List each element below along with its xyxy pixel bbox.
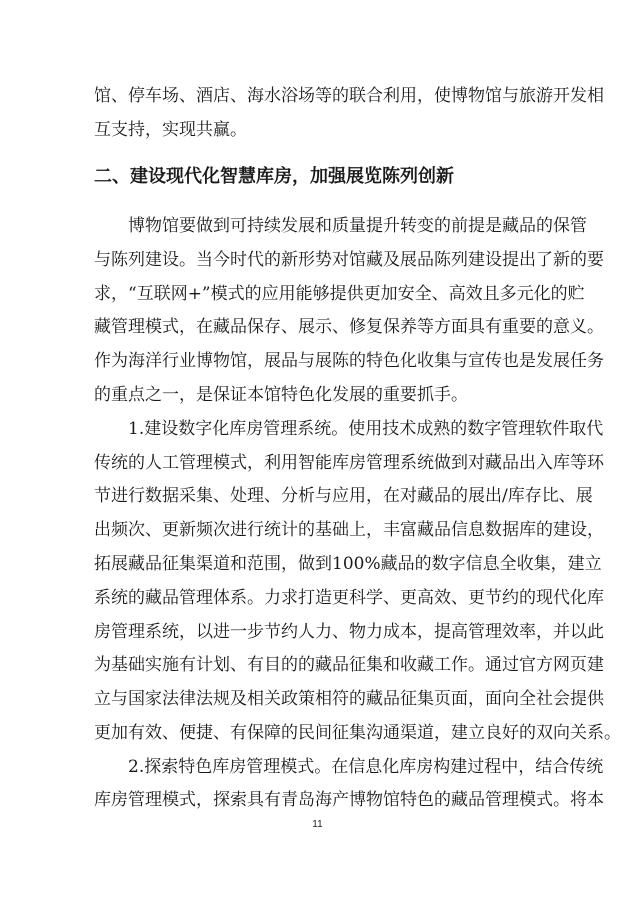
text-line: 博物馆要做到可持续发展和质量提升转变的前提是藏品的保管 [128, 216, 587, 236]
text-line: 立与国家法律法规及相关政策相符的藏品征集页面，面向全社会提供 [94, 689, 604, 709]
text-line: 1.建设数字化库房管理系统。使用技术成熟的数字管理软件取代 [128, 419, 604, 439]
text-line: 2.探索特色库房管理模式。在信息化库房构建过程中，结合传统 [128, 757, 604, 777]
text-line: 节进行数据采集、处理、分析与应用，在对藏品的展出/库存比、展 [94, 486, 593, 506]
text-line: 拓展藏品征集渠道和范围，做到100%藏品的数字信息全收集，建立 [94, 554, 602, 574]
text-line: 出频次、更新频次进行统计的基础上，丰富藏品信息数据库的建设， [94, 520, 604, 540]
text-line: 互支持，实现共赢。 [94, 120, 247, 140]
page-number: 11 [312, 819, 323, 830]
text-line: 更加有效、便捷、有保障的民间征集沟通渠道，建立良好的双向关系。 [94, 723, 621, 743]
text-line: 的重点之一，是保证本馆特色化发展的重要抓手。 [94, 385, 468, 405]
section-heading: 二、建设现代化智慧库房，加强展览陈列创新 [94, 166, 454, 187]
text-line: 房管理系统，以进一步节约人力、物力成本，提高管理效率，并以此 [94, 622, 604, 642]
text-line: 传统的人工管理模式，利用智能库房管理系统做到对藏品出入库等环 [94, 453, 604, 473]
text-line: 求，“互联网+”模式的应用能够提供更加安全、高效且多元化的贮 [94, 284, 585, 304]
text-line: 系统的藏品管理体系。力求打造更科学、更高效、更节约的现代化库 [94, 588, 604, 608]
text-line: 为基础实施有计划、有目的的藏品征集和收藏工作。通过官方网页建 [94, 655, 604, 675]
text-line: 与陈列建设。当今时代的新形势对馆藏及展品陈列建设提出了新的要 [94, 250, 604, 270]
text-line: 馆、停车场、酒店、海水浴场等的联合利用，使博物馆与旅游开发相 [94, 86, 604, 106]
text-line: 作为海洋行业博物馆，展品与展陈的特色化收集与宣传也是发展任务 [94, 351, 604, 371]
text-line: 库房管理模式，探索具有青岛海产博物馆特色的藏品管理模式。将本 [94, 790, 604, 810]
text-line: 藏管理模式，在藏品保存、展示、修复保养等方面具有重要的意义。 [94, 317, 604, 337]
